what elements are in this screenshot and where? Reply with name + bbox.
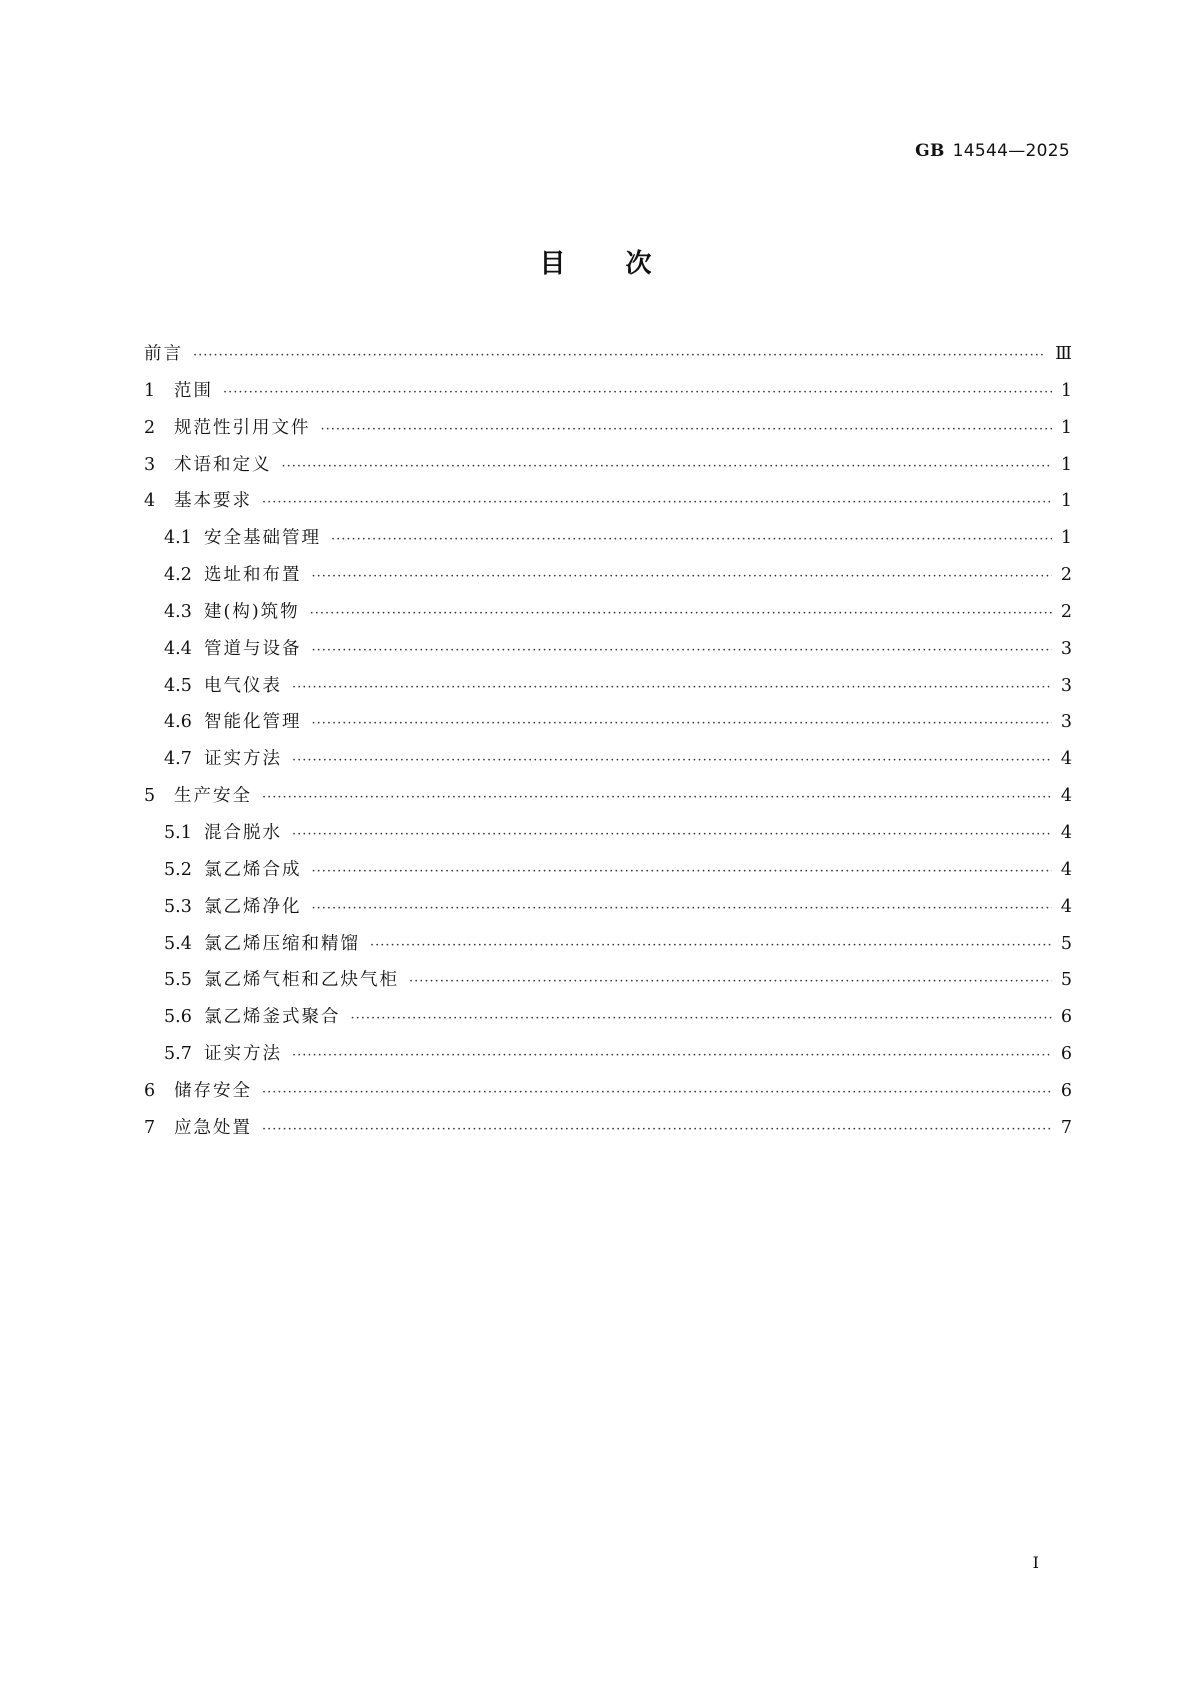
toc-entry[interactable] — [144, 414, 1072, 451]
toc-entry-number: 4.7 — [164, 749, 192, 770]
toc-entry[interactable] — [144, 377, 1072, 414]
toc-entry[interactable] — [144, 340, 1072, 377]
toc-entry-label: 氯乙烯压缩和精馏 — [204, 933, 360, 954]
toc-entry[interactable] — [144, 561, 1072, 598]
toc-entry-label: 氯乙烯净化 — [204, 896, 302, 917]
dot-leader — [312, 643, 1053, 658]
toc-entry-label: 生产安全 — [174, 786, 252, 807]
toc-entry[interactable] — [144, 1114, 1072, 1151]
standard-prefix: GB — [915, 141, 945, 161]
toc-entry[interactable] — [144, 672, 1072, 709]
toc-entry-page: 4 — [1060, 859, 1072, 880]
toc-entry[interactable] — [144, 524, 1072, 561]
page-title: 目次 — [539, 249, 712, 279]
table-of-contents — [144, 340, 1072, 1151]
dot-leader — [292, 827, 1052, 842]
toc-entry-label: 证实方法 — [204, 749, 282, 770]
toc-entry-label: 术语和定义 — [174, 454, 272, 475]
toc-entry[interactable] — [144, 451, 1072, 488]
dot-leader — [351, 1011, 1053, 1026]
toc-entry-page: 2 — [1060, 565, 1072, 586]
toc-entry-number: 5.5 — [164, 970, 192, 991]
dot-leader — [331, 532, 1052, 547]
dot-leader — [370, 938, 1052, 953]
toc-entry-page: 3 — [1060, 675, 1072, 696]
page-number: I — [1032, 1553, 1039, 1572]
toc-entry-label: 应急处置 — [174, 1117, 252, 1138]
toc-entry[interactable] — [144, 893, 1072, 930]
toc-entry-page: 4 — [1060, 749, 1072, 770]
toc-entry-number: 4.4 — [164, 638, 192, 659]
toc-entry-page: 5 — [1060, 970, 1072, 991]
dot-leader — [292, 1048, 1052, 1063]
toc-entry-label: 证实方法 — [204, 1044, 282, 1065]
toc-entry[interactable] — [144, 1040, 1072, 1077]
dot-leader — [282, 459, 1053, 474]
dot-leader — [312, 716, 1053, 731]
dot-leader — [312, 569, 1053, 584]
toc-entry[interactable] — [144, 598, 1072, 635]
dot-leader — [312, 901, 1053, 916]
toc-entry[interactable] — [144, 856, 1072, 893]
toc-entry[interactable] — [144, 930, 1072, 967]
toc-entry-label: 建(构)筑物 — [204, 601, 300, 622]
toc-entry[interactable] — [144, 819, 1072, 856]
toc-entry-page: 7 — [1060, 1117, 1072, 1138]
toc-entry-number: 6 — [144, 1080, 156, 1101]
toc-entry-page: 4 — [1060, 822, 1072, 843]
toc-entry-label: 智能化管理 — [204, 712, 302, 733]
toc-entry-number: 5.7 — [164, 1044, 192, 1065]
dot-leader — [292, 753, 1052, 768]
dot-leader — [292, 680, 1052, 695]
toc-entry[interactable] — [144, 782, 1072, 819]
toc-entry-number: 4.2 — [164, 565, 192, 586]
toc-entry-label: 选址和布置 — [204, 565, 302, 586]
toc-entry-number: 3 — [144, 454, 156, 475]
toc-entry-number: 5.4 — [164, 933, 192, 954]
toc-entry-label: 基本要求 — [174, 491, 252, 512]
dot-leader — [262, 1122, 1052, 1137]
toc-entry-label: 电气仪表 — [204, 675, 282, 696]
toc-entry-label: 管道与设备 — [204, 638, 302, 659]
toc-entry-page: 6 — [1060, 1007, 1072, 1028]
dot-leader — [262, 790, 1052, 805]
toc-entry-label: 范围 — [174, 380, 213, 401]
toc-entry[interactable] — [144, 1077, 1072, 1114]
toc-entry-label: 前言 — [144, 344, 183, 364]
standard-number: 14544—2025 — [952, 141, 1070, 161]
toc-entry[interactable] — [144, 708, 1072, 745]
toc-entry-number: 5.3 — [164, 896, 192, 917]
toc-entry-page: 4 — [1060, 896, 1072, 917]
dot-leader — [262, 495, 1052, 510]
toc-entry-label: 氯乙烯气柜和乙炔气柜 — [204, 970, 399, 991]
toc-entry[interactable] — [144, 966, 1072, 1003]
toc-entry[interactable] — [144, 1003, 1072, 1040]
toc-entry-number: 7 — [144, 1117, 156, 1138]
toc-entry-number: 4.3 — [164, 601, 192, 622]
dot-leader — [312, 864, 1053, 879]
standard-code-header — [915, 141, 1070, 161]
toc-entry[interactable] — [144, 635, 1072, 672]
dot-leader — [409, 974, 1052, 989]
toc-entry-number: 5.2 — [164, 859, 192, 880]
toc-entry[interactable] — [144, 745, 1072, 782]
toc-entry-page: 2 — [1060, 601, 1072, 622]
toc-entry-number: 5 — [144, 786, 156, 807]
toc-entry-label: 安全基础管理 — [204, 528, 321, 549]
toc-entry-number: 4 — [144, 491, 156, 512]
dot-leader — [223, 385, 1052, 400]
toc-entry-page: 1 — [1060, 454, 1072, 475]
toc-entry-number: 4.1 — [164, 528, 192, 549]
toc-entry-page: 3 — [1060, 712, 1072, 733]
toc-entry-page: 4 — [1060, 786, 1072, 807]
toc-entry-label: 氯乙烯合成 — [204, 859, 302, 880]
toc-entry-page: 3 — [1060, 638, 1072, 659]
toc-entry-page: 6 — [1060, 1080, 1072, 1101]
toc-entry-label: 规范性引用文件 — [174, 417, 311, 438]
toc-entry[interactable] — [144, 487, 1072, 524]
toc-entry-page: 1 — [1060, 491, 1072, 512]
toc-entry-label: 混合脱水 — [204, 822, 282, 843]
toc-entry-page: Ⅲ — [1055, 344, 1072, 364]
toc-entry-number: 5.6 — [164, 1007, 192, 1028]
toc-entry-label: 储存安全 — [174, 1080, 252, 1101]
toc-entry-page: 1 — [1060, 528, 1072, 549]
toc-entry-page: 6 — [1060, 1044, 1072, 1065]
toc-entry-label: 氯乙烯釜式聚合 — [204, 1007, 341, 1028]
dot-leader — [310, 606, 1052, 621]
dot-leader — [193, 348, 1047, 363]
toc-entry-number: 2 — [144, 417, 156, 438]
toc-entry-number: 5.1 — [164, 822, 192, 843]
toc-entry-number: 4.6 — [164, 712, 192, 733]
toc-entry-page: 1 — [1060, 417, 1072, 438]
toc-entry-page: 1 — [1060, 380, 1072, 401]
dot-leader — [321, 422, 1053, 437]
toc-entry-page: 5 — [1060, 933, 1072, 954]
toc-entry-number: 1 — [144, 380, 156, 401]
toc-entry-number: 4.5 — [164, 675, 192, 696]
dot-leader — [262, 1085, 1052, 1100]
